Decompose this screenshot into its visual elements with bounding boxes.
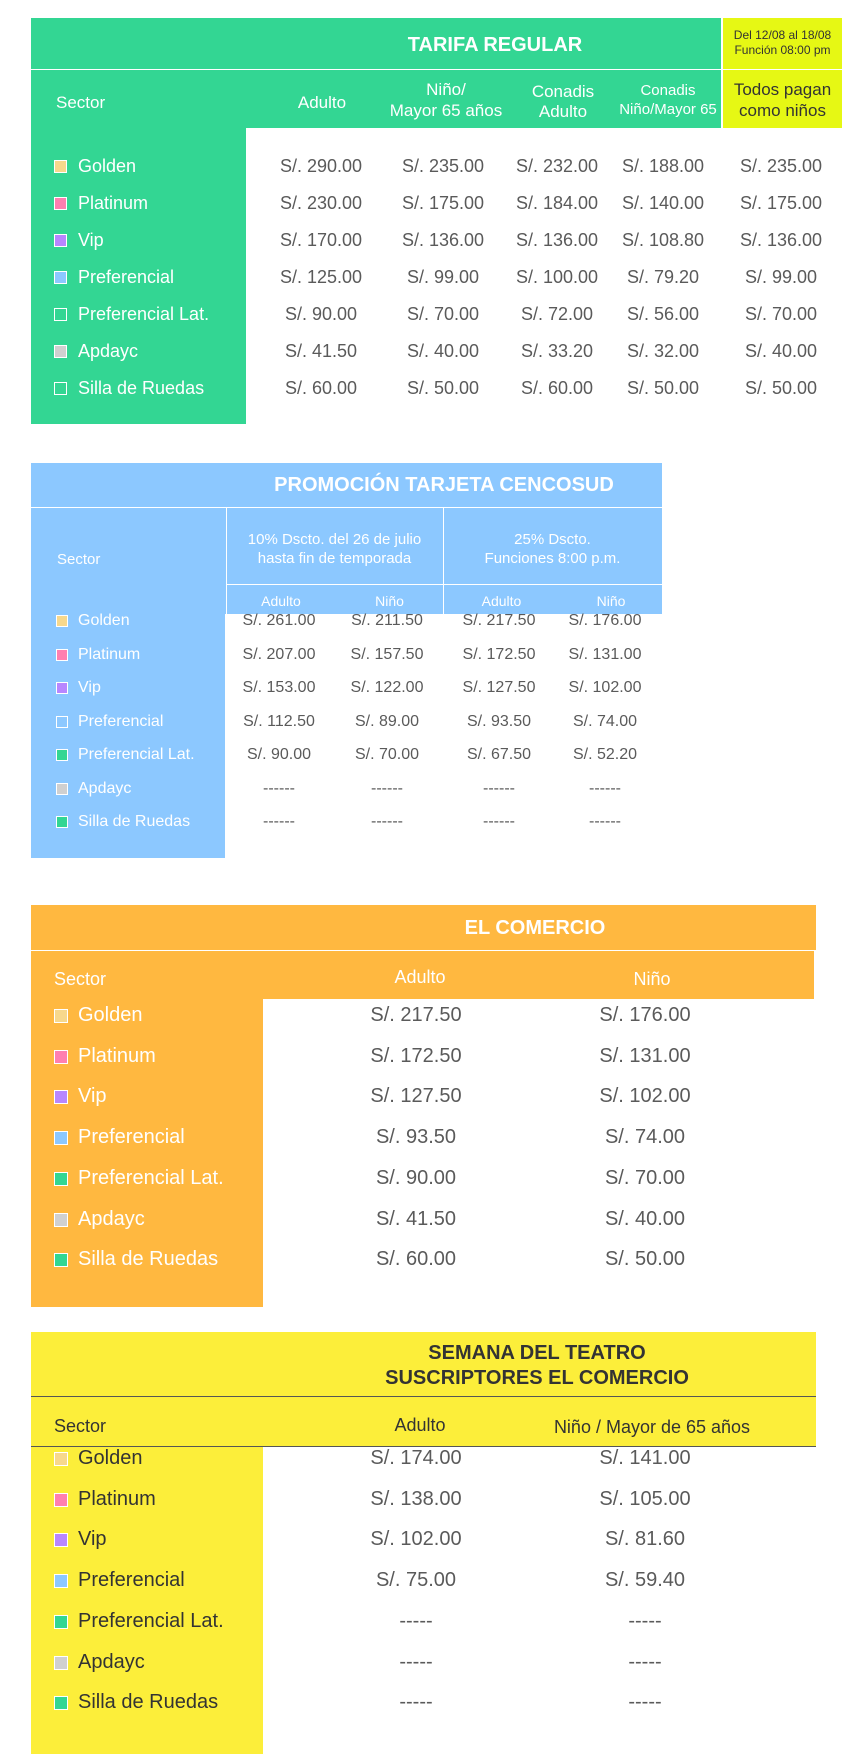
price-cell: S/. 79.20: [626, 267, 700, 287]
col-header-adulto: Adulto: [297, 93, 347, 112]
price-cell: S/. 176.00: [568, 612, 642, 629]
sector-name: Silla de Ruedas: [78, 1248, 219, 1271]
sector-name: Preferencial Lat.: [78, 304, 210, 324]
price-cell: S/. 90.00: [246, 746, 312, 763]
price-cell: S/. 235.00: [401, 156, 485, 176]
special-note-time: Función 08:00 pm: [734, 43, 831, 57]
price-cell: S/. 75.00: [375, 1569, 457, 1592]
price-cell: S/. 170.00: [279, 230, 363, 250]
price-cell: S/. 67.50: [466, 746, 532, 763]
price-cell: -----: [628, 1609, 662, 1632]
sector-swatch: [54, 1656, 68, 1670]
sector-name: Preferencial: [78, 712, 164, 730]
price-cell: S/. 90.00: [284, 304, 358, 324]
price-cell: S/. 188.00: [621, 156, 705, 176]
cencosud-sub-adulto-1: Adulto: [261, 593, 301, 609]
sector-swatch: [54, 1696, 68, 1710]
col-header-todos-line2: como niños: [739, 101, 826, 120]
sector-swatch: [54, 1615, 68, 1629]
price-cell: S/. 207.00: [242, 645, 316, 663]
sector-swatch: [56, 682, 68, 694]
price-cell: S/. 175.00: [401, 193, 485, 213]
price-cell: S/. 217.50: [370, 1004, 462, 1026]
price-cell: S/. 33.20: [520, 341, 594, 361]
sector-swatch: [54, 1009, 68, 1023]
price-cell: S/. 136.00: [515, 230, 599, 250]
price-cell: ------: [589, 779, 621, 797]
sector-name: Apdayc: [78, 1207, 145, 1230]
sector-name: Silla de Ruedas: [78, 813, 191, 830]
price-cell: S/. 41.50: [375, 1207, 457, 1230]
el-comercio-col-adulto: Adulto: [394, 967, 446, 987]
sector-swatch: [54, 1213, 68, 1227]
price-cell: S/. 235.00: [739, 156, 823, 176]
sector-swatch: [54, 271, 67, 284]
sector-name: Preferencial Lat.: [78, 1166, 224, 1189]
sector-swatch: [54, 1533, 68, 1547]
price-cell: -----: [399, 1691, 433, 1714]
sector-name: Silla de Ruedas: [78, 378, 205, 398]
price-cell: S/. 93.50: [375, 1126, 457, 1149]
sector-swatch: [54, 1050, 68, 1064]
price-cell: S/. 131.00: [599, 1044, 691, 1067]
sector-name: Vip: [78, 679, 101, 696]
sector-name: Golden: [78, 156, 137, 176]
cencosud-sub-nino-2: Niño: [596, 593, 626, 609]
price-cell: S/. 141.00: [599, 1447, 691, 1469]
price-cell: S/. 140.00: [621, 193, 705, 213]
sector-swatch: [56, 749, 68, 761]
sector-swatch: [54, 345, 67, 358]
price-cell: S/. 60.00: [375, 1248, 457, 1271]
sector-name: Silla de Ruedas: [78, 1691, 219, 1714]
price-cell: S/. 112.50: [243, 712, 315, 730]
sector-name: Preferencial: [78, 267, 175, 287]
price-cell: S/. 59.40: [604, 1569, 686, 1592]
col-header-sector: Sector: [56, 93, 106, 112]
price-cell: S/. 127.50: [370, 1085, 462, 1108]
price-cell: S/. 50.00: [604, 1248, 686, 1271]
sector-swatch: [54, 1493, 68, 1507]
sector-swatch: [54, 234, 67, 247]
sector-swatch: [54, 1452, 68, 1466]
cencosud-sub-adulto-2: Adulto: [481, 593, 522, 609]
sector-name: Golden: [78, 1004, 143, 1026]
price-cell: S/. 52.20: [572, 746, 638, 763]
price-cell: S/. 136.00: [739, 230, 823, 250]
sector-swatch: [54, 197, 67, 210]
price-cell: S/. 175.00: [739, 193, 823, 213]
price-cell: S/. 60.00: [284, 378, 358, 398]
cencosud-group1-line1: 10% Dscto. del 26 de julio: [247, 531, 422, 548]
price-cell: S/. 172.50: [370, 1044, 462, 1067]
price-cell: S/. 122.00: [350, 679, 424, 696]
sector-name: Apdayc: [78, 1650, 145, 1673]
sector-swatch: [54, 1253, 68, 1267]
sector-name: Apdayc: [78, 779, 132, 797]
price-cell: -----: [399, 1650, 433, 1673]
col-header-todos-line1: Todos pagan: [733, 80, 832, 99]
price-cell: S/. 40.00: [604, 1207, 686, 1230]
cencosud-group2-line1: 25% Dscto.: [514, 531, 591, 548]
price-cell: S/. 93.50: [466, 712, 532, 730]
price-cell: S/. 290.00: [279, 156, 363, 176]
sector-name: Platinum: [78, 1044, 156, 1067]
price-cell: S/. 70.00: [604, 1166, 686, 1189]
price-cell: S/. 176.00: [599, 1004, 691, 1026]
price-cell: S/. 157.50: [350, 645, 424, 663]
sector-swatch: [56, 716, 68, 728]
cencosud-group1-line2: hasta fin de temporada: [257, 550, 412, 567]
price-cell: S/. 72.00: [520, 304, 594, 324]
price-cell: S/. 74.00: [572, 712, 638, 730]
price-cell: ------: [483, 779, 515, 797]
price-cell: S/. 211.50: [351, 612, 423, 629]
price-cell: S/. 99.00: [406, 267, 480, 287]
semana-teatro-col-sector: Sector: [54, 1416, 107, 1436]
price-cell: S/. 40.00: [744, 341, 818, 361]
el-comercio-col-sector: Sector: [54, 969, 107, 989]
sector-swatch: [54, 1131, 68, 1145]
price-cell: S/. 60.00: [520, 378, 594, 398]
special-note-dates: Del 12/08 al 18/08: [733, 28, 832, 42]
price-cell: S/. 70.00: [354, 746, 420, 763]
sector-swatch: [56, 615, 68, 627]
sector-name: Preferencial: [78, 1126, 185, 1149]
price-cell: S/. 174.00: [370, 1447, 462, 1469]
sector-name: Golden: [78, 612, 130, 629]
price-cell: S/. 90.00: [375, 1166, 457, 1189]
price-cell: S/. 105.00: [599, 1487, 691, 1510]
price-cell: S/. 100.00: [515, 267, 599, 287]
sector-swatch: [54, 1090, 68, 1104]
price-cell: S/. 102.00: [568, 679, 642, 696]
sector-swatch: [54, 382, 67, 395]
price-cell: S/. 131.00: [568, 645, 642, 663]
price-cell: S/. 153.00: [242, 679, 316, 696]
cencosud-title: PROMOCIÓN TARJETA CENCOSUD: [274, 474, 614, 496]
price-cell: S/. 232.00: [515, 156, 599, 176]
price-cell: ------: [263, 779, 295, 797]
sector-name: Preferencial Lat.: [78, 1609, 224, 1632]
cencosud-col-sector: Sector: [57, 551, 101, 568]
sector-swatch: [54, 1172, 68, 1186]
col-header-conadis-nino-line2: Niño/Mayor 65: [619, 101, 717, 118]
price-cell: S/. 40.00: [406, 341, 480, 361]
cencosud-sub-nino-1: Niño: [375, 593, 404, 609]
price-cell: S/. 125.00: [279, 267, 363, 287]
price-cell: -----: [399, 1609, 433, 1632]
price-cell: S/. 261.00: [242, 612, 316, 629]
price-cell: S/. 127.50: [462, 679, 536, 696]
sector-swatch: [56, 649, 68, 661]
sector-name: Platinum: [78, 193, 149, 213]
cencosud-subheader-line: [226, 584, 662, 585]
cencosud-group2-line2: Funciones 8:00 p.m.: [484, 550, 621, 567]
sector-name: Vip: [78, 230, 104, 250]
sector-name: Preferencial: [78, 1569, 185, 1592]
sector-name: Preferencial Lat.: [78, 746, 195, 763]
price-cell: S/. 99.00: [744, 267, 818, 287]
sector-swatch: [56, 783, 68, 795]
semana-teatro-col-adulto: Adulto: [394, 1415, 446, 1435]
col-header-conadis-adulto-line2: Adulto: [538, 102, 588, 121]
price-cell: S/. 41.50: [284, 341, 358, 361]
sector-swatch: [56, 816, 68, 828]
price-cell: S/. 89.00: [354, 712, 420, 730]
col-header-nino-line1: Niño/: [426, 80, 466, 99]
price-cell: S/. 102.00: [370, 1528, 462, 1551]
price-cell: ------: [263, 813, 295, 830]
price-cell: S/. 172.50: [462, 645, 536, 663]
price-cell: -----: [628, 1650, 662, 1673]
sector-name: Apdayc: [78, 341, 139, 361]
price-cell: ------: [371, 813, 403, 830]
price-cell: S/. 32.00: [626, 341, 700, 361]
price-cell: S/. 50.00: [626, 378, 700, 398]
el-comercio-title: EL COMERCIO: [464, 917, 606, 939]
sector-swatch: [54, 1574, 68, 1588]
price-cell: ------: [483, 813, 515, 830]
semana-teatro-title-line2: SUSCRIPTORES EL COMERCIO: [385, 1367, 689, 1389]
price-cell: S/. 50.00: [744, 378, 818, 398]
price-cell: S/. 217.50: [462, 612, 536, 629]
sector-name: Platinum: [78, 1487, 156, 1510]
price-cell: S/. 81.60: [604, 1528, 686, 1551]
sector-swatch: [54, 160, 67, 173]
price-cell: S/. 230.00: [279, 193, 363, 213]
tarifa-regular-title: TARIFA REGULAR: [407, 34, 583, 56]
price-cell: S/. 74.00: [604, 1126, 686, 1149]
price-cell: S/. 102.00: [599, 1085, 691, 1108]
sector-name: Platinum: [78, 645, 141, 663]
price-cell: -----: [628, 1691, 662, 1714]
sector-name: Golden: [78, 1447, 143, 1469]
price-cell: S/. 70.00: [406, 304, 480, 324]
col-header-nino-line2: Mayor 65 años: [389, 101, 503, 120]
price-cell: S/. 138.00: [370, 1487, 462, 1510]
el-comercio-col-nino: Niño: [633, 969, 671, 989]
sector-name: Vip: [78, 1085, 107, 1108]
price-cell: S/. 50.00: [406, 378, 480, 398]
col-header-conadis-nino-line1: Conadis: [640, 82, 696, 99]
price-cell: S/. 184.00: [515, 193, 599, 213]
price-cell: S/. 70.00: [744, 304, 818, 324]
sector-name: Vip: [78, 1528, 107, 1551]
price-cell: ------: [589, 813, 621, 830]
price-cell: S/. 56.00: [626, 304, 700, 324]
price-cell: ------: [371, 779, 403, 797]
price-cell: S/. 136.00: [401, 230, 485, 250]
semana-teatro-col-nino: Niño / Mayor de 65 años: [553, 1417, 751, 1437]
price-cell: S/. 108.80: [621, 230, 705, 250]
col-header-conadis-adulto-line1: Conadis: [531, 82, 595, 101]
semana-teatro-title-line1: SEMANA DEL TEATRO: [428, 1342, 646, 1364]
sector-swatch: [54, 308, 67, 321]
